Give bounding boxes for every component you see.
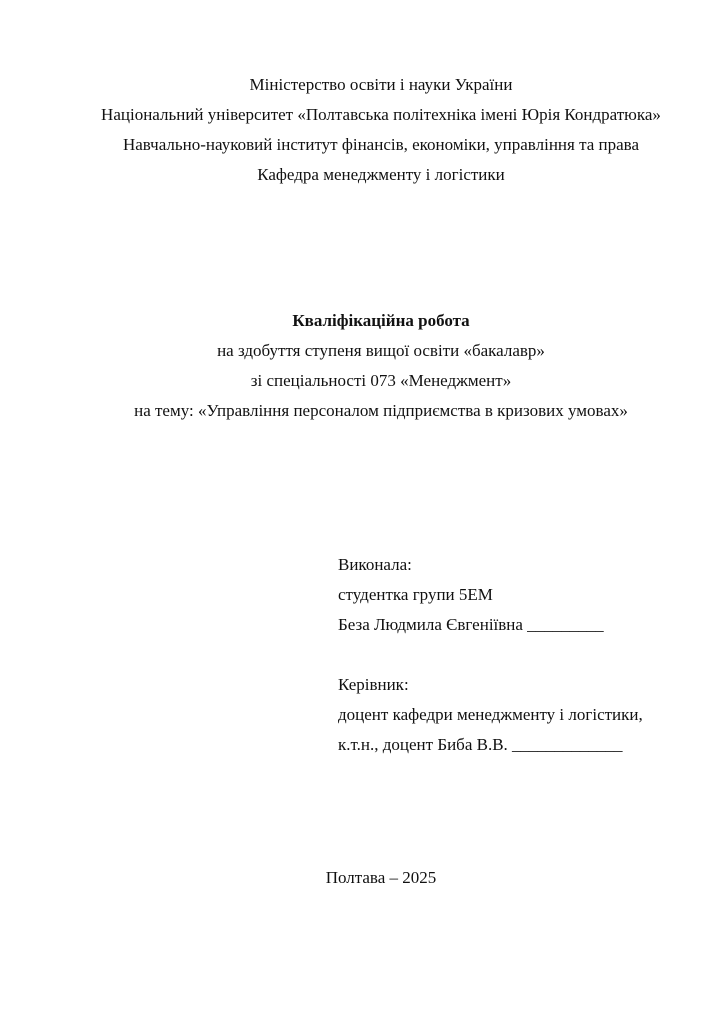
work-type-title: Кваліфікаційна робота <box>292 311 470 330</box>
supervisor-name-line: к.т.н., доцент Биба В.В. _____________ <box>338 735 623 754</box>
university-line: Національний університет «Полтавська політехніка імені Юрія Кондратюка» <box>101 105 661 124</box>
footer-block <box>86 863 676 893</box>
ministry-line: Міністерство освіти і науки України <box>249 75 513 94</box>
city-year-line: Полтава – 2025 <box>325 868 437 887</box>
topic-line: на тему: «Управління персоналом підприємства в кризових умовах» <box>134 401 628 420</box>
signature-block <box>338 550 676 760</box>
degree-line: на здобуття ступеня вищої освіти «бакалавр» <box>217 341 545 360</box>
institution-header <box>86 70 676 190</box>
work-title-block <box>86 306 676 426</box>
executor-label: Виконала: <box>338 555 412 574</box>
department-line: Кафедра менеджменту і логістики <box>257 165 505 184</box>
supervisor-label: Керівник: <box>338 675 409 694</box>
institute-line: Навчально-науковий інститут фінансів, економіки, управління та права <box>122 135 640 154</box>
specialty-line: зі спеціальності 073 «Менеджмент» <box>250 371 512 390</box>
supervisor-position-line: доцент кафедри менеджменту і логістики, <box>338 705 643 724</box>
executor-group-line: студентка групи 5ЕМ <box>338 585 493 604</box>
executor-name-line: Беза Людмила Євгеніївна _________ <box>338 615 604 634</box>
